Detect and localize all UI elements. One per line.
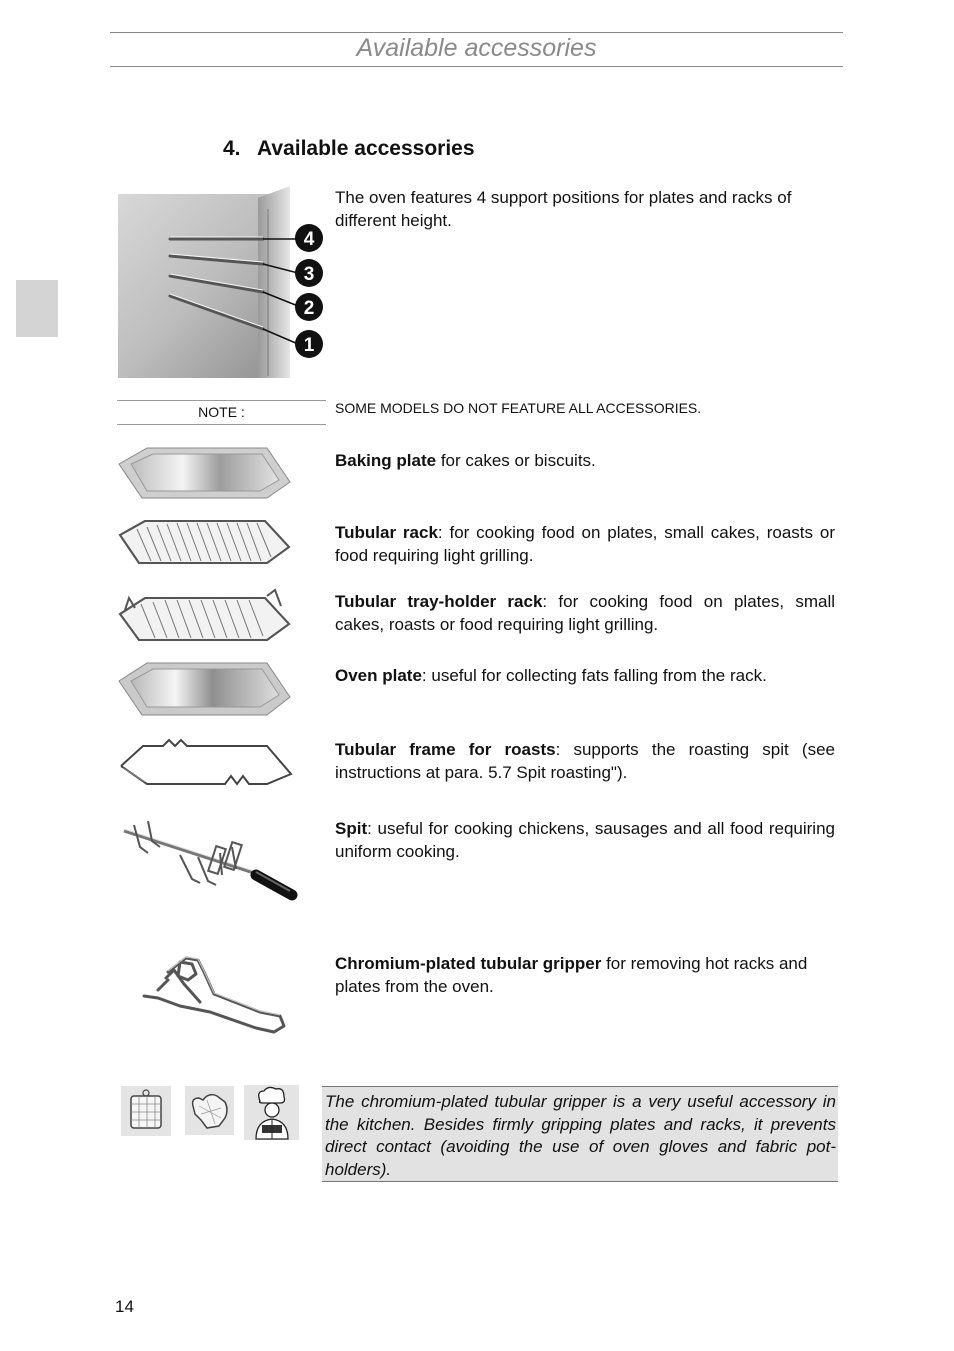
- note-bottom-rule: [117, 424, 326, 425]
- header-title: Available accessories: [356, 34, 597, 62]
- accessory-name: Tubular frame for roasts: [335, 740, 556, 759]
- header-bottom-rule: [110, 66, 843, 67]
- accessory-name: Tubular rack: [335, 523, 438, 542]
- accessory-name: Tubular tray-holder rack: [335, 592, 543, 611]
- tray-holder-rack-icon: [117, 588, 292, 644]
- note-top-rule: [117, 400, 326, 401]
- oven-shelf-diagram-icon: [118, 184, 328, 380]
- side-tab-marker: [16, 280, 58, 337]
- accessory-desc: : for cooking food on plates, small cakes, roasts or food requiring light grilling.: [335, 592, 835, 634]
- section-number: 4.: [223, 137, 241, 160]
- tip-box: The chromium-plated tubular gripper is a very useful accessory in the kitchen. Besides firmly gripping plates and racks, it prevents direct contact (avoiding the use of oven gloves and fabric pot-holders).: [322, 1086, 838, 1182]
- accessory-name: Oven plate: [335, 666, 422, 685]
- accessory-name: Chromium-plated tubular gripper: [335, 954, 602, 973]
- accessory-name: Baking plate: [335, 451, 437, 470]
- accessory-desc: : useful for collecting fats falling from the rack.: [421, 666, 767, 685]
- spit-icon: [120, 817, 300, 907]
- shelf-position-1: 1: [303, 335, 315, 356]
- chef-icon: [244, 1085, 299, 1140]
- intro-text: The oven features 4 support positions for plates and racks of different height.: [335, 188, 792, 230]
- accessory-desc: : useful for cooking chickens, sausages and all food requiring uniform cooking.: [335, 819, 835, 861]
- roast-frame-icon: [117, 738, 295, 790]
- accessory-oven-plate: [335, 664, 835, 687]
- baking-plate-icon: [117, 442, 292, 502]
- shelf-position-4: 4: [303, 229, 315, 250]
- accessory-desc: : for cooking food on plates, small cakes, roasts or food requiring light grilling.: [335, 523, 835, 565]
- accessory-desc: : supports the roasting spit (see instructions at para. 5.7 Spit roasting").: [335, 740, 835, 782]
- accessory-desc: for removing hot racks and plates from the oven.: [335, 954, 808, 996]
- oven-glove-icon: [185, 1086, 234, 1135]
- accessory-gripper: [335, 952, 835, 998]
- gripper-icon: [140, 950, 310, 1038]
- tubular-rack-icon: [117, 517, 292, 567]
- page-number: 14: [115, 1297, 134, 1316]
- pot-holder-icon: [121, 1086, 171, 1136]
- accessory-baking-plate: [335, 449, 835, 472]
- section-title: [223, 137, 475, 161]
- accessory-tray-holder-rack: [335, 590, 835, 636]
- section-title-text: Available accessories: [257, 137, 475, 160]
- note-text: SOME MODELS DO NOT FEATURE ALL ACCESSORIES.: [335, 400, 702, 416]
- header-top-rule: [110, 32, 843, 33]
- note-label: NOTE :: [198, 404, 245, 420]
- accessory-tubular-rack: [335, 521, 835, 567]
- shelf-position-3: 3: [303, 264, 315, 285]
- accessory-roast-frame: [335, 738, 835, 784]
- accessory-name: Spit: [335, 819, 368, 838]
- accessory-desc: for cakes or biscuits.: [436, 451, 596, 470]
- oven-plate-icon: [117, 659, 292, 719]
- shelf-position-2: 2: [303, 298, 315, 319]
- accessory-spit: [335, 817, 835, 863]
